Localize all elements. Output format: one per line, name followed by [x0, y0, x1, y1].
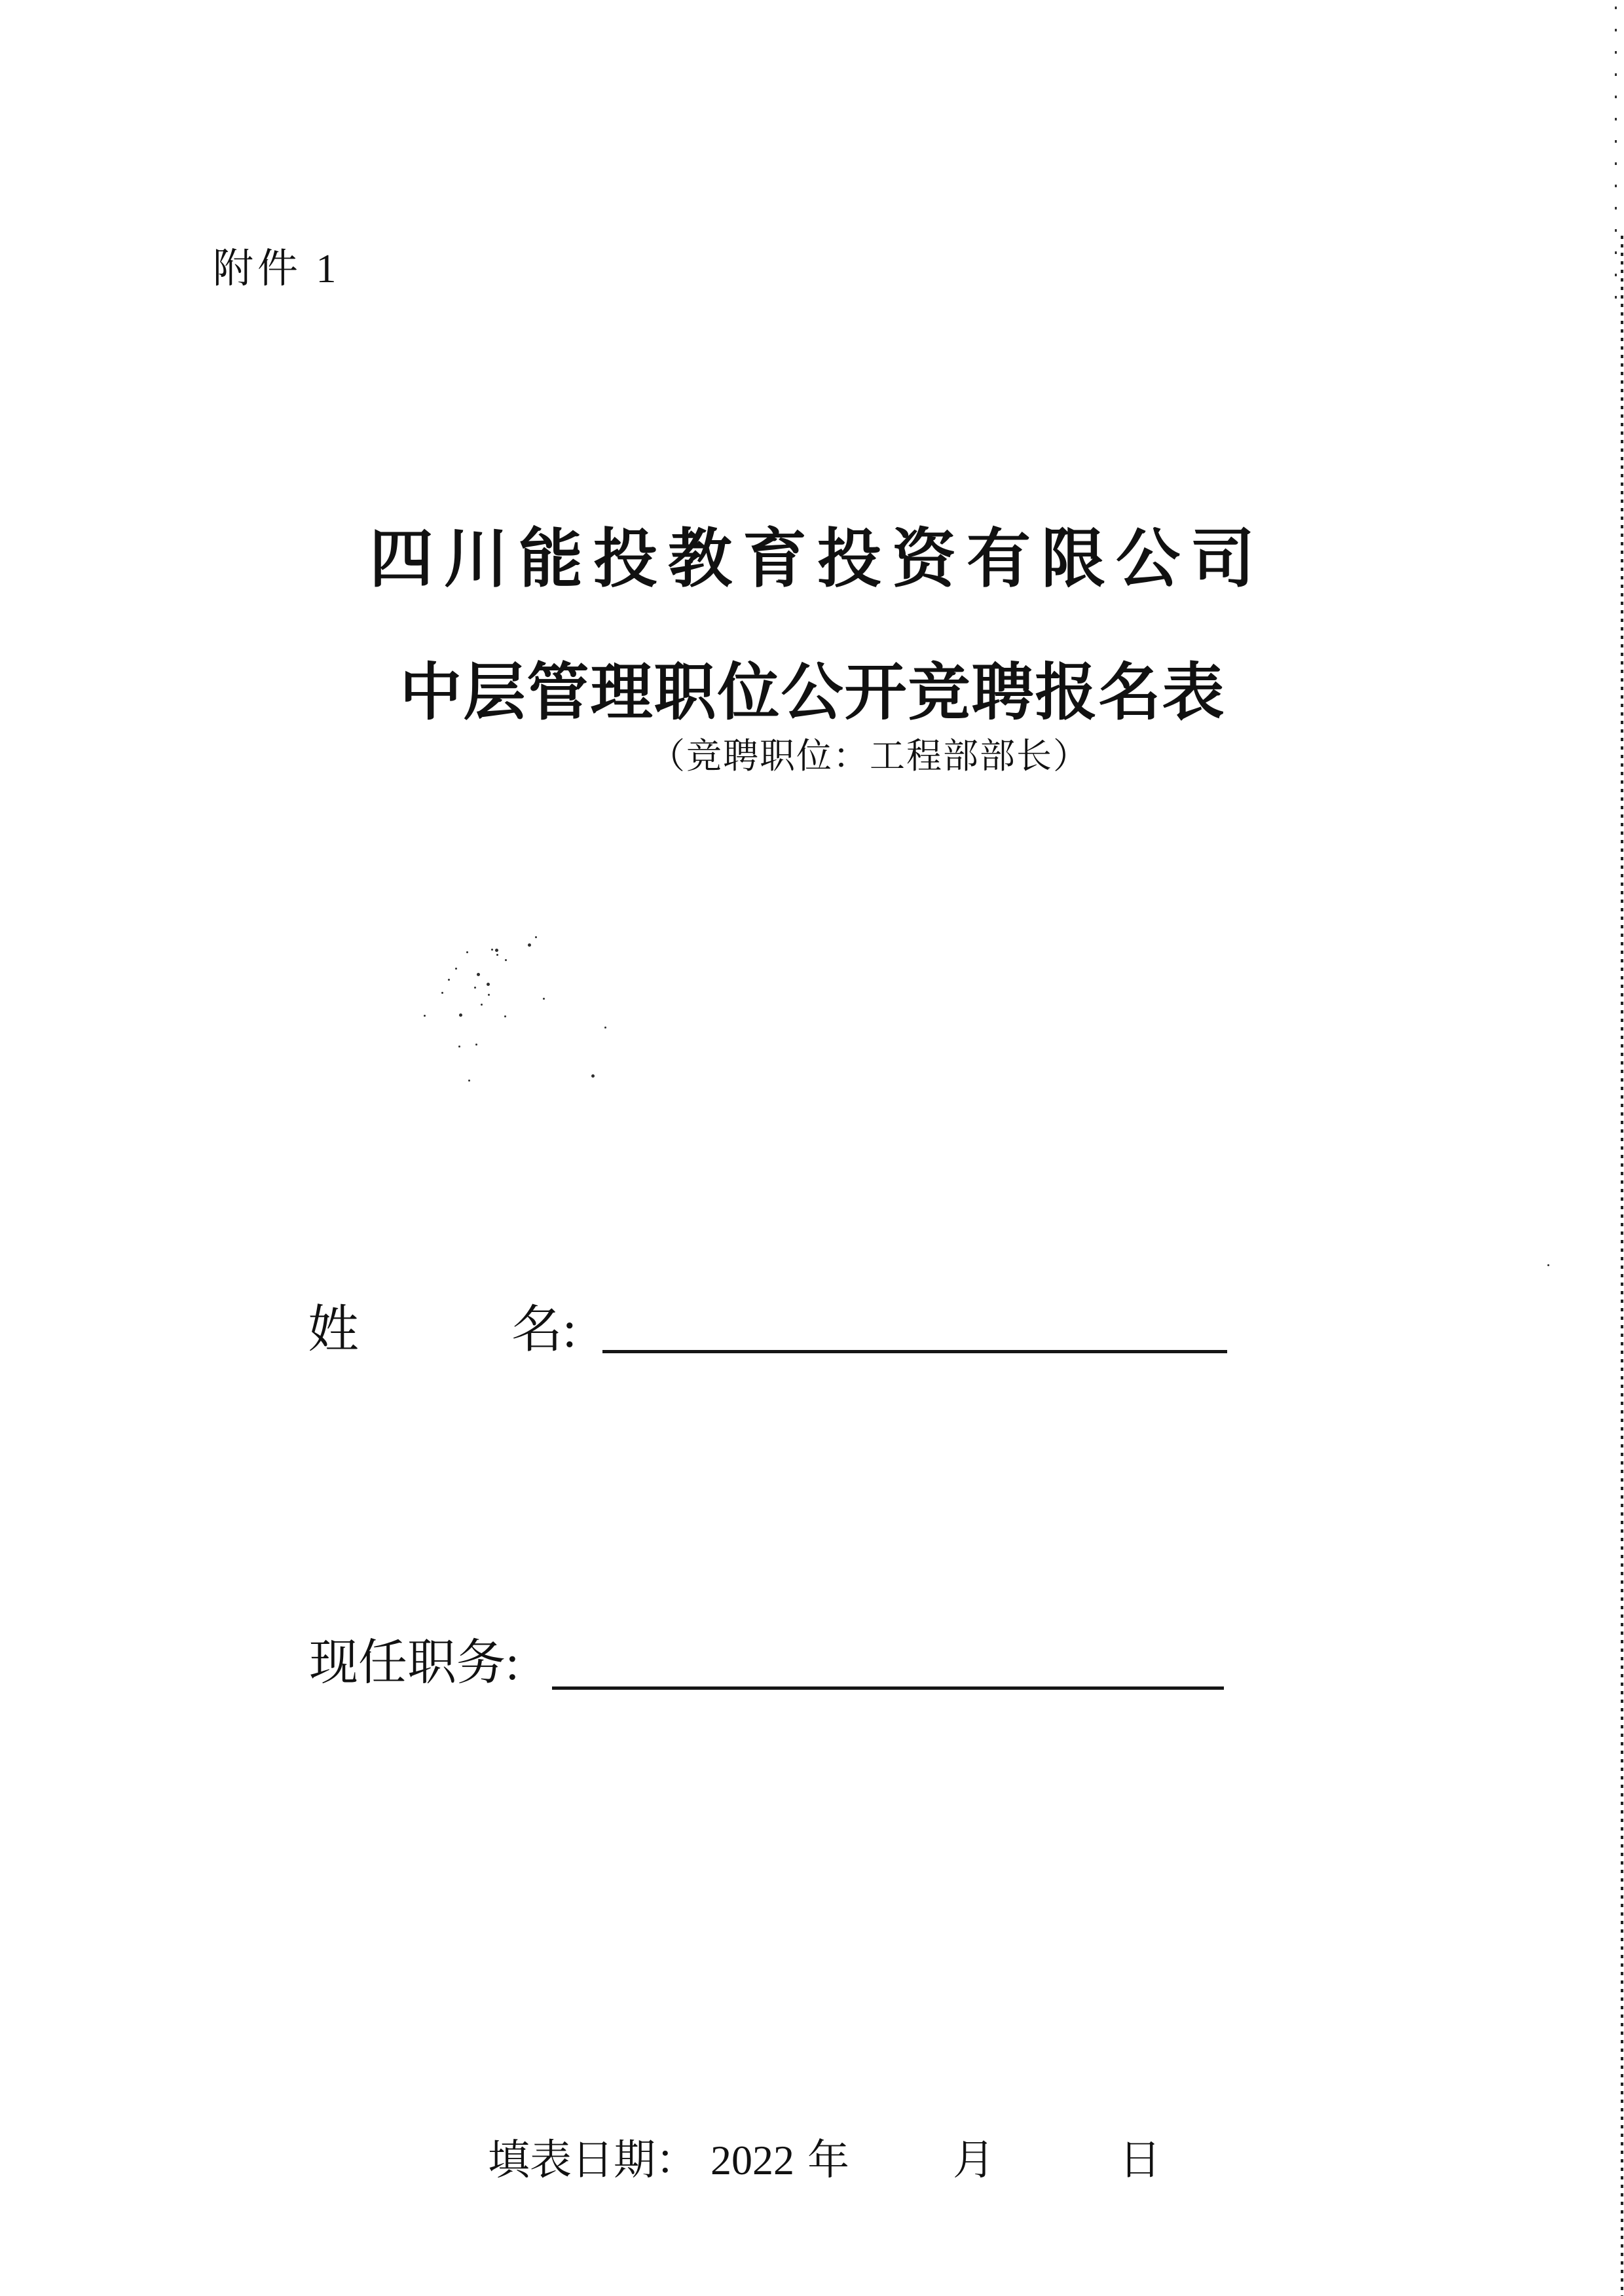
scanner-edge-artifact-sparse — [1615, 7, 1617, 301]
scan-noise-speckles — [0, 0, 2, 2]
fill-date-line — [488, 2126, 1161, 2187]
form-title: 中层管理职位公开竞聘报名表 — [399, 658, 1226, 727]
company-title: 四川能投教育投资有限公司 — [369, 524, 1265, 595]
fill-date-month-unit: 月 — [953, 2137, 995, 2183]
name-field-label-part1: 姓 — [308, 1301, 360, 1358]
position-subtitle: （竞聘职位：工程部部长） — [650, 737, 1090, 776]
current-position-field-blank-line — [552, 1686, 1224, 1690]
fill-date-year-unit: 年 — [807, 2137, 849, 2183]
fill-date-day-unit: 日 — [1119, 2137, 1161, 2183]
fill-date-label: 填表日期： — [488, 2137, 697, 2183]
fill-date-year: 2022 — [710, 2137, 794, 2183]
scanner-edge-artifact-dense — [1621, 236, 1623, 2296]
attachment-label: 附件 1 — [213, 247, 341, 291]
current-position-field-label: 现任职务: — [309, 1636, 519, 1690]
name-field-blank-line — [602, 1350, 1227, 1353]
name-field-label-part2: 名: — [511, 1301, 577, 1358]
